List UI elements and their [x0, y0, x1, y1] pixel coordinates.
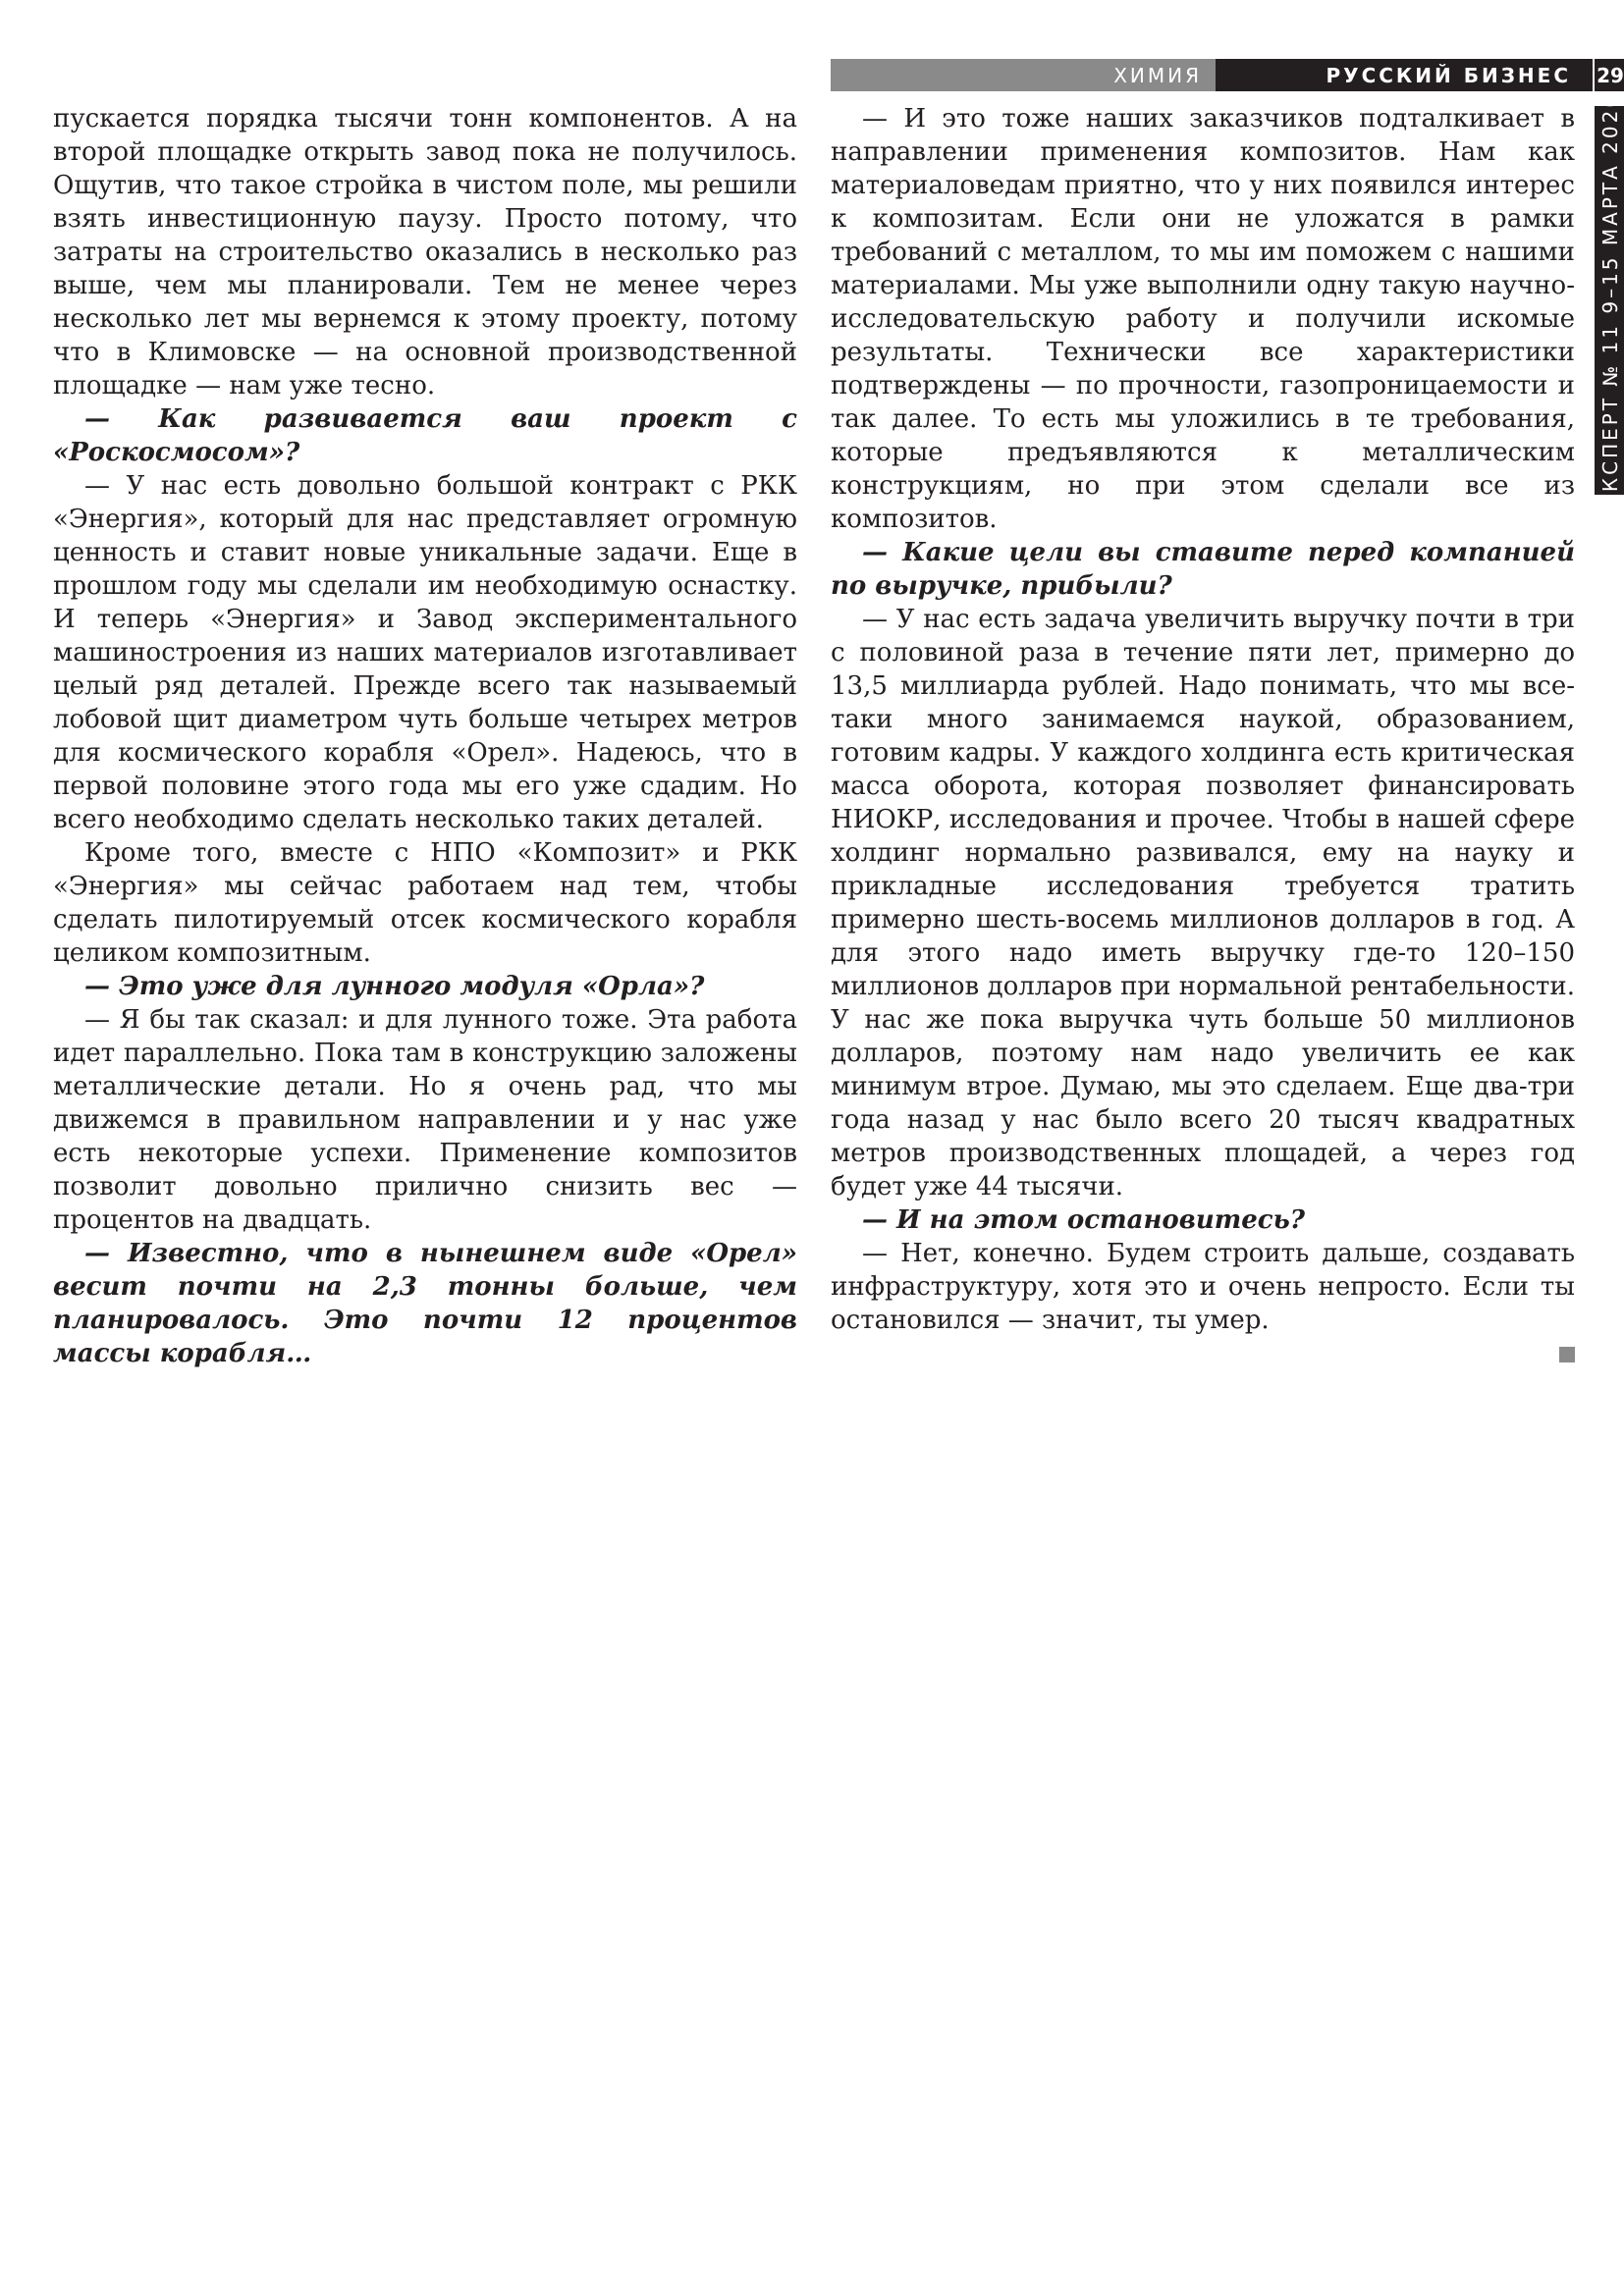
issue-sidebar	[1595, 91, 1624, 509]
paragraph: — И это тоже наших заказчиков подталкивает в направлении применения композитов. Нам как материаловедам приятно, что у них появился интерес к композитам. Если они не уложатся в рамки требований с металлом, то мы им поможем с нашими материалами. Мы уже выполнили одну такую научно-исследовательскую работу и получили искомые результаты. Технически все характеристики подтверждены — по прочности, газопроницаемости и так далее. То есть мы уложились в те требования, которые предъявляются к металлическим конструкциям, но при этом сделали все из композитов.	[831, 104, 1575, 534]
rubric-label: РУССКИЙ БИЗНЕС	[1216, 59, 1593, 91]
paragraph: пускается порядка тысячи тонн компонентов. А на второй площадке открыть завод пока не получилось. Ощутив, что такое стройка в чистом поле, мы решили взять инвестиционную паузу. Просто потому, что затраты на строительство оказались в несколько раз выше, чем мы планировали. Тем не менее через несколько лет мы вернемся к этому проекту, потому что в Климовске — на основной производственной площадке — нам уже тесно.	[53, 104, 797, 400]
article-column-left	[53, 102, 797, 1370]
interview-question: — Какие цели вы ставите перед компанией по выручке, прибыли?	[831, 538, 1575, 601]
article-column-right	[831, 102, 1575, 1362]
running-header	[831, 59, 1593, 91]
interview-question: — Это уже для лунного модуля «Орла»?	[84, 972, 705, 1001]
section-label: ХИМИЯ	[831, 59, 1216, 91]
paragraph: Кроме того, вместе с НПО «Композит» и РКК «Энергия» мы сейчас работаем над тем, чтобы сделать пилотируемый отсек космического корабля целиком композитным.	[53, 838, 797, 968]
paragraph: — Нет, конечно. Будем строить дальше, создавать инфраструктуру, хотя это и очень непросто. Если ты остановился — значит, ты умер.	[831, 1239, 1575, 1335]
end-of-article-icon	[1559, 1347, 1575, 1362]
interview-question: — Как развивается ваш проект с «Роскосмосом»?	[53, 404, 797, 467]
page-number: 29	[1595, 59, 1624, 91]
paragraph: — У нас есть задача увеличить выручку почти в три с половиной раза в течение пяти лет, примерно до 13,5 миллиарда рублей. Надо понимать, что мы все-таки много занимаемся наукой, образованием, готовим кадры. У каждого холдинга есть критическая масса оборота, которая позволяет финансировать НИОКР, исследования и прочее. Чтобы в нашей сфере холдинг нормально развивался, ему на науку и прикладные исследования требуется тратить примерно шесть-восемь миллионов долларов в год. А для этого надо иметь выручку где-то 120–150 миллионов долларов при нормальной рентабельности. У нас же пока выручка чуть больше 50 миллионов долларов, поэтому нам надо увеличить ее как минимум втрое. Думаю, мы это сделаем. Еще два-три года назад у нас было всего 20 тысяч квадратных метров производственных площадей, а через год будет уже 44 тысячи.	[831, 605, 1575, 1201]
issue-line: ЭКСПЕРТ № 11 9–15 МАРТА 2020	[1598, 91, 1622, 509]
interview-question: — Известно, что в нынешнем виде «Орел» весит почти на 2,3 тонны больше, чем планировалось. Это почти 12 процентов массы корабля…	[53, 1239, 797, 1368]
paragraph: — У нас есть довольно большой контракт с РКК «Энергия», который для нас представляет огромную ценность и ставит новые уникальные задачи. Еще в прошлом году мы сделали им необходимую оснастку. И теперь «Энергия» и Завод экспериментального машиностроения из наших материалов изготавливает целый ряд деталей. Прежде всего так называемый лобовой щит диаметром чуть больше четырех метров для космического корабля «Орел». Надеюсь, что в первой половине этого года мы его уже сдадим. Но всего необходимо сделать несколько таких деталей.	[53, 471, 797, 834]
paragraph: — Я бы так сказал: и для лунного тоже. Эта работа идет параллельно. Пока там в конструкцию заложены металлические детали. Но я очень рад, что мы движемся в правильном направлении и у нас уже есть некоторые успехи. Применение композитов позволит довольно прилично снизить вес — процентов на двадцать.	[53, 1005, 797, 1235]
interview-question: — И на этом остановитесь?	[862, 1205, 1305, 1235]
